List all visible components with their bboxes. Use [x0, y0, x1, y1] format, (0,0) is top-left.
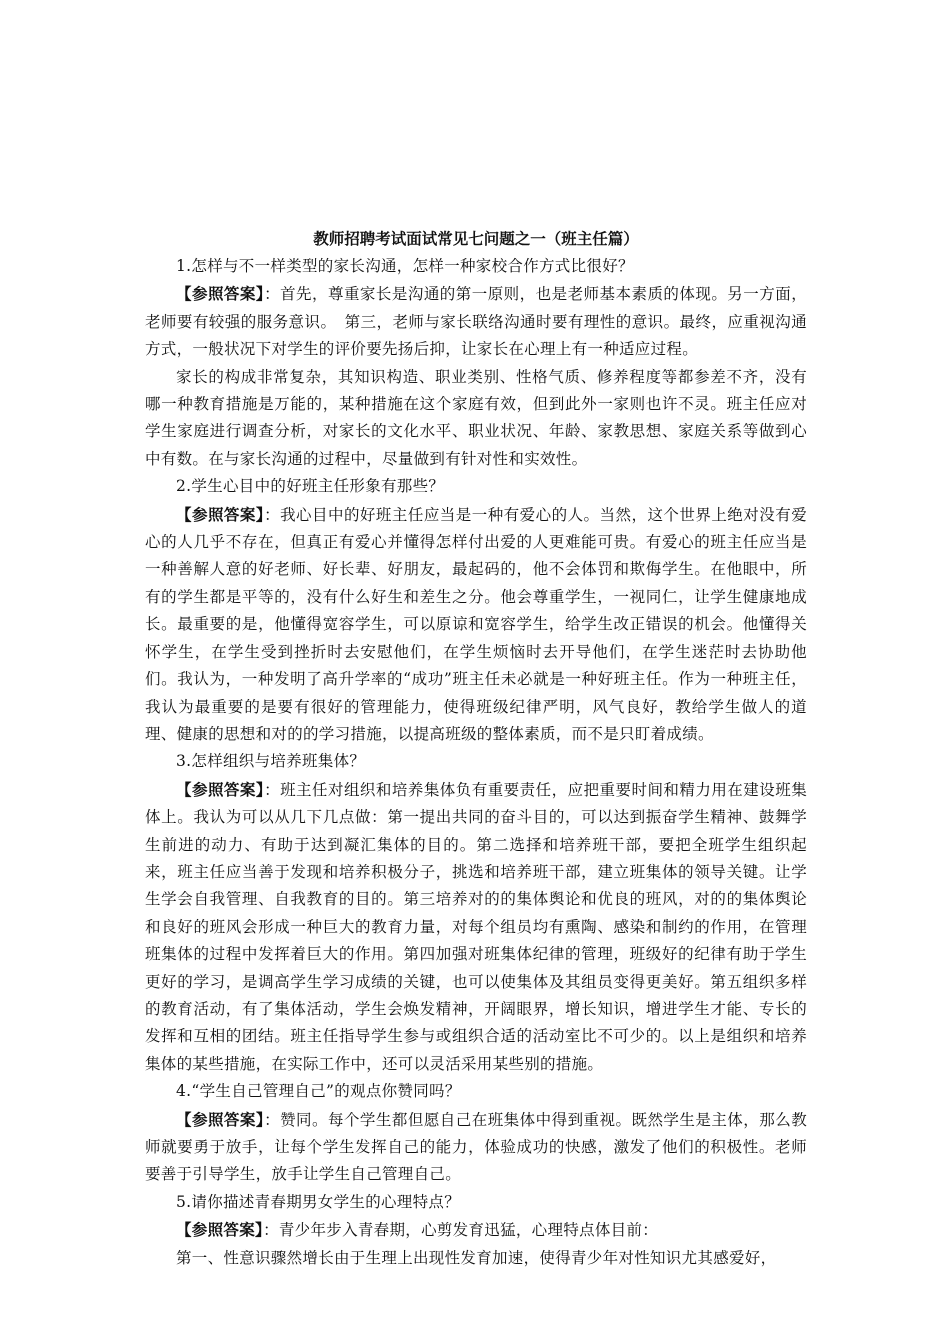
answer-3 [145, 776, 807, 1078]
answer-text: ：班主任对组织和培养集体负有重要责任，应把重要时间和精力用在建设班集体上。我认为可以从几下几点做：第一提出共同的奋斗目的，可以达到振奋学生精神、鼓舞学生前进的动力、有助于达到凝汇集体的目的。第二选择和培养班干部，要把全班学生组织起来，班主任应当善于发现和培养积极分子，挑选和培养班干部，建立班集体的领导关键。让学生学会自我管理、自我教育的目的。第三培养对的的集体舆论和优良的班风，对的的集体舆论和良好的班风会形成一种巨大的教育力量，对每个组员均有熏陶、感染和制约的作用，在管理班集体的过程中发挥着巨大的作用。第四加强对班集体纪律的管理，班级好的纪律有助于学生更好的学习，是调高学生学习成绩的关键，也可以使集体及其组员变得更美好。第五组织多样的教育活动，有了集体活动，学生会焕发精神，开阔眼界，增长知识，增进学生才能、专长的发挥和互相的团结。班主任指导学生参与或组织合适的活动室比不可少的。以上是组织和培养集体的某些措施，在实际工作中，还可以灵活采用某些别的措施。 [145, 780, 807, 1073]
document-body [145, 224, 807, 1272]
answer-label: 【参照答案】 [176, 779, 265, 799]
answer-text: ：首先，尊重家长是沟通的第一原则，也是老师基本素质的体现。另一方面，老师要有较强的服务意识。 第三，老师与家长联络沟通时要有理性的意识。最终，应重视沟通方式，一般状况下对学生的评价要先扬后抑，让家长在心理上有一种适应过程。 [145, 285, 807, 359]
question-2: 2.学生心目中的好班主任形象有那些？ [176, 477, 445, 496]
answer-1-extra: 家长的构成非常复杂，其知识构造、职业类别、性格气质、修养程度等都参差不齐，没有哪一种教育措施是万能的，某种措施在这个家庭有效，但到此外一家则也许不灵。班主任应对学生家庭进行调查分析，对家长的文化水平、职业状况、年龄、家教思想、家庭关系等做到心中有数。在与家长沟通的过程中，尽量做到有针对性和实效性。 [145, 367, 807, 468]
document-title: 教师招聘考试面试常见七问题之一（班主任篇） [313, 229, 639, 248]
answer-label: 【参照答案】 [176, 284, 265, 304]
answer-text: ：青少年步入青春期，心剪发育迅猛，心理特点体目前： [263, 1221, 659, 1240]
question-1: 1.怎样与不一样类型的家长沟通，怎样一种家校合作方式比很好？ [176, 257, 634, 275]
answer-2 [145, 501, 807, 749]
answer-text: ：赞同。每个学生都但愿自己在班集体中得到重视。既然学生是主体，那么教师就要勇于放手，让每个学生发挥自己的能力，体验成功的快感，激发了他们的积极性。老师要善于引导学生，放手让学生自己管理自己。 [145, 1110, 807, 1184]
question-5: 5.请你描述青春期男女学生的心理特点？ [176, 1192, 460, 1211]
question-4: 4.“学生自己管理自己”的观点你赞同吗？ [176, 1082, 461, 1101]
answer-5 [145, 1216, 807, 1244]
answer-5-extra: 第一、性意识骤然增长由于生理上出现性发育加速，使得青少年对性知识尤其感爱好， [176, 1248, 777, 1267]
answer-label: 【参照答案】 [176, 1109, 265, 1129]
answer-4 [145, 1106, 807, 1189]
answer-label: 【参照答案】 [176, 504, 265, 524]
answer-label: 【参照答案】 [176, 1220, 264, 1240]
answer-1 [145, 280, 807, 363]
answer-text: ：我心目中的好班主任应当是一种有爱心的人。当然，这个世界上绝对没有爱心的人几乎不存在，但真正有爱心并懂得怎样付出爱的人更难能可贵。有爱心的班主任应当是一种善解人意的好老师、好长辈、好朋友，最起码的，他不会体罚和欺侮学生。在他眼中，所有的学生都是平等的，没有什么好生和差生之分。他会尊重学生，一视同仁，让学生健康地成长。最重要的是，他懂得宽容学生，可以原谅和宽容学生，给学生改正错误的机会。他懂得关怀学生，在学生受到挫折时去安慰他们，在学生烦恼时去开导他们，在学生迷茫时去协助他们。我认为，一种发明了高升学率的“成功”班主任未必就是一种好班主任。作为一种班主任，我认为最重要的是要有很好的管理能力，使得班级纪律严明，风气良好，教给学生做人的道理、健康的思想和对的的学习措施，以提高班级的整体素质，而不是只盯着成绩。 [145, 505, 807, 743]
question-3: 3.怎样组织与培养班集体？ [176, 752, 366, 771]
